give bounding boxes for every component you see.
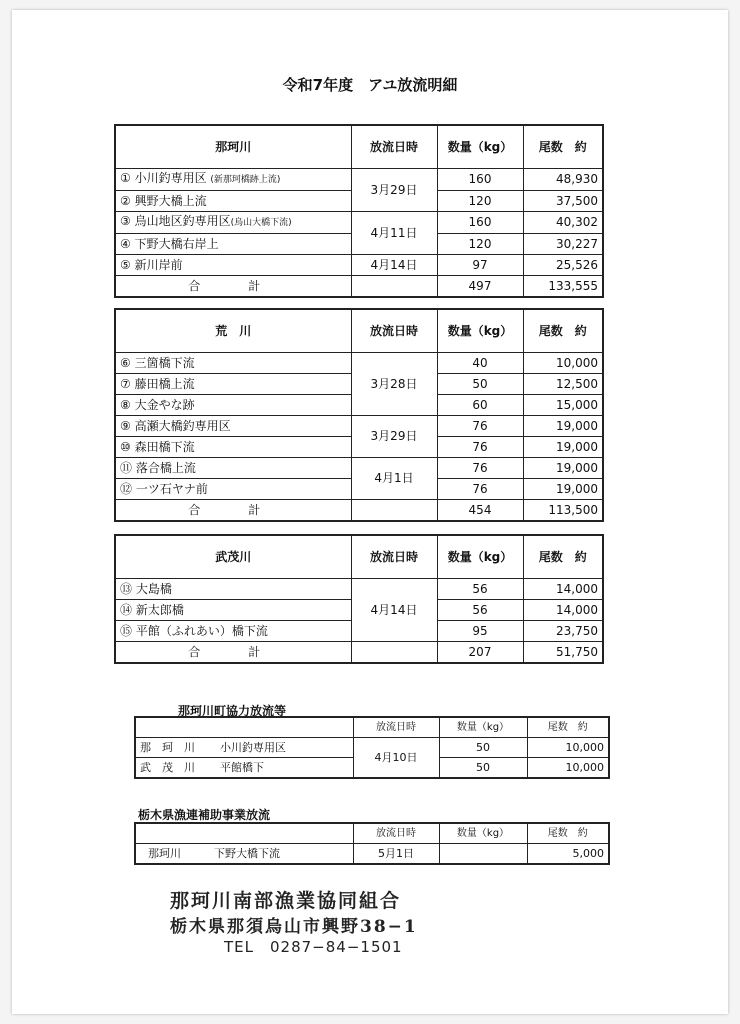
date-cell: 5月1日 [353,844,439,865]
empty-cell [351,500,437,522]
qty-cell: 40 [437,353,523,374]
total-qty: 454 [437,500,523,522]
qty-cell: 76 [437,479,523,500]
table-row [115,416,603,437]
table-row [115,579,603,600]
naka-river-table [114,124,604,298]
pref-release-table [134,822,610,865]
place-cell: ⑮ 平館（ふれあい）橋下流 [115,621,351,642]
date-header: 放流日時 [351,125,437,169]
count-cell: 14,000 [523,579,603,600]
place-cell: ⑧ 大金やな跡 [115,395,351,416]
town-section-heading: 那珂川町協力放流等 [178,704,287,718]
qty-cell: 56 [437,600,523,621]
place-cell: ⑤ 新川岸前 [115,255,351,276]
count-cell: 19,000 [523,437,603,458]
date-cell: 3月29日 [351,416,437,458]
qty-cell: 60 [437,395,523,416]
table-row [115,458,603,479]
table-header-row [115,535,603,579]
town-release-table [134,716,610,779]
river-name: 荒 川 [115,309,351,353]
place-cell: 武 茂 川 平館橋下 [135,758,353,779]
table-row [115,212,603,234]
date-cell: 3月28日 [351,353,437,416]
qty-cell: 76 [437,458,523,479]
qty-header: 数量（kg） [439,717,527,738]
place-cell: ⑩ 森田橋下流 [115,437,351,458]
date-cell: 4月1日 [351,458,437,500]
total-count: 51,750 [523,642,603,664]
empty-cell [351,276,437,298]
qty-cell: 50 [439,738,527,758]
river-name: 那珂川 [115,125,351,169]
empty-cell [135,717,353,738]
empty-cell [135,823,353,844]
place-cell: ⑬ 大島橋 [115,579,351,600]
count-cell: 5,000 [527,844,609,865]
qty-cell: 160 [437,212,523,234]
qty-cell [439,844,527,865]
place-cell: ⑭ 新太郎橋 [115,600,351,621]
qty-header: 数量（kg） [439,823,527,844]
count-cell: 14,000 [523,600,603,621]
date-header: 放流日時 [353,717,439,738]
count-cell: 15,000 [523,395,603,416]
qty-cell: 76 [437,437,523,458]
place-cell: ⑨ 高瀬大橋釣専用区 [115,416,351,437]
empty-cell [351,642,437,664]
place-cell: ⑫ 一ツ石ヤナ前 [115,479,351,500]
place-cell: 那 珂 川 小川釣専用区 [135,738,353,758]
table-row [115,169,603,191]
place-cell: ① 小川釣専用区 (新那珂橋跡上流) [115,169,351,191]
count-cell: 23,750 [523,621,603,642]
total-qty: 497 [437,276,523,298]
total-row [115,276,603,298]
count-cell: 37,500 [523,191,603,212]
pref-section-heading: 栃木県漁連補助事業放流 [138,808,271,822]
total-row [115,500,603,522]
count-header: 尾数 約 [523,535,603,579]
count-cell: 19,000 [523,416,603,437]
count-cell: 40,302 [523,212,603,234]
count-cell: 30,227 [523,234,603,255]
qty-cell: 76 [437,416,523,437]
place-cell: ⑪ 落合橋上流 [115,458,351,479]
date-cell: 3月29日 [351,169,437,212]
count-cell: 10,000 [527,738,609,758]
qty-cell: 120 [437,191,523,212]
date-header: 放流日時 [351,309,437,353]
table-header-row [135,717,609,738]
ara-river-table [114,308,604,522]
page-title: 令和7年度 アユ放流明細 [282,76,458,94]
table-header-row [135,823,609,844]
total-label: 合 計 [115,642,351,664]
table-row [115,353,603,374]
qty-cell: 160 [437,169,523,191]
count-header: 尾数 約 [523,125,603,169]
count-header: 尾数 約 [523,309,603,353]
org-phone: TEL 0287−84−1501 [224,938,403,956]
date-header: 放流日時 [351,535,437,579]
date-cell: 4月14日 [351,579,437,642]
river-name: 武茂川 [115,535,351,579]
date-cell: 4月14日 [351,255,437,276]
total-count: 133,555 [523,276,603,298]
qty-header: 数量（kg） [437,535,523,579]
count-cell: 25,526 [523,255,603,276]
place-cell: ③ 烏山地区釣専用区(烏山大橋下流) [115,212,351,234]
org-name: 那珂川南部漁業協同組合 [170,890,402,912]
place-cell: 那珂川 下野大橋下流 [135,844,353,865]
total-qty: 207 [437,642,523,664]
table-row [135,844,609,865]
count-header: 尾数 約 [527,823,609,844]
total-label: 合 計 [115,276,351,298]
qty-header: 数量（kg） [437,309,523,353]
mumo-river-table [114,534,604,664]
table-row [115,255,603,276]
count-cell: 19,000 [523,458,603,479]
place-cell: ④ 下野大橋右岸上 [115,234,351,255]
count-cell: 12,500 [523,374,603,395]
qty-cell: 97 [437,255,523,276]
count-cell: 10,000 [523,353,603,374]
place-cell: ⑦ 藤田橋上流 [115,374,351,395]
table-header-row [115,125,603,169]
table-header-row [115,309,603,353]
date-cell: 4月10日 [353,738,439,779]
count-header: 尾数 約 [527,717,609,738]
count-cell: 19,000 [523,479,603,500]
table-row [135,738,609,758]
place-cell: ⑥ 三箇橋下流 [115,353,351,374]
qty-cell: 95 [437,621,523,642]
count-cell: 10,000 [527,758,609,779]
date-header: 放流日時 [353,823,439,844]
total-count: 113,500 [523,500,603,522]
total-row [115,642,603,664]
qty-cell: 50 [439,758,527,779]
qty-cell: 120 [437,234,523,255]
qty-cell: 50 [437,374,523,395]
total-label: 合 計 [115,500,351,522]
date-cell: 4月11日 [351,212,437,255]
org-address: 栃木県那須烏山市興野38−1 [170,917,418,937]
qty-cell: 56 [437,579,523,600]
qty-header: 数量（kg） [437,125,523,169]
place-cell: ② 興野大橋上流 [115,191,351,212]
count-cell: 48,930 [523,169,603,191]
